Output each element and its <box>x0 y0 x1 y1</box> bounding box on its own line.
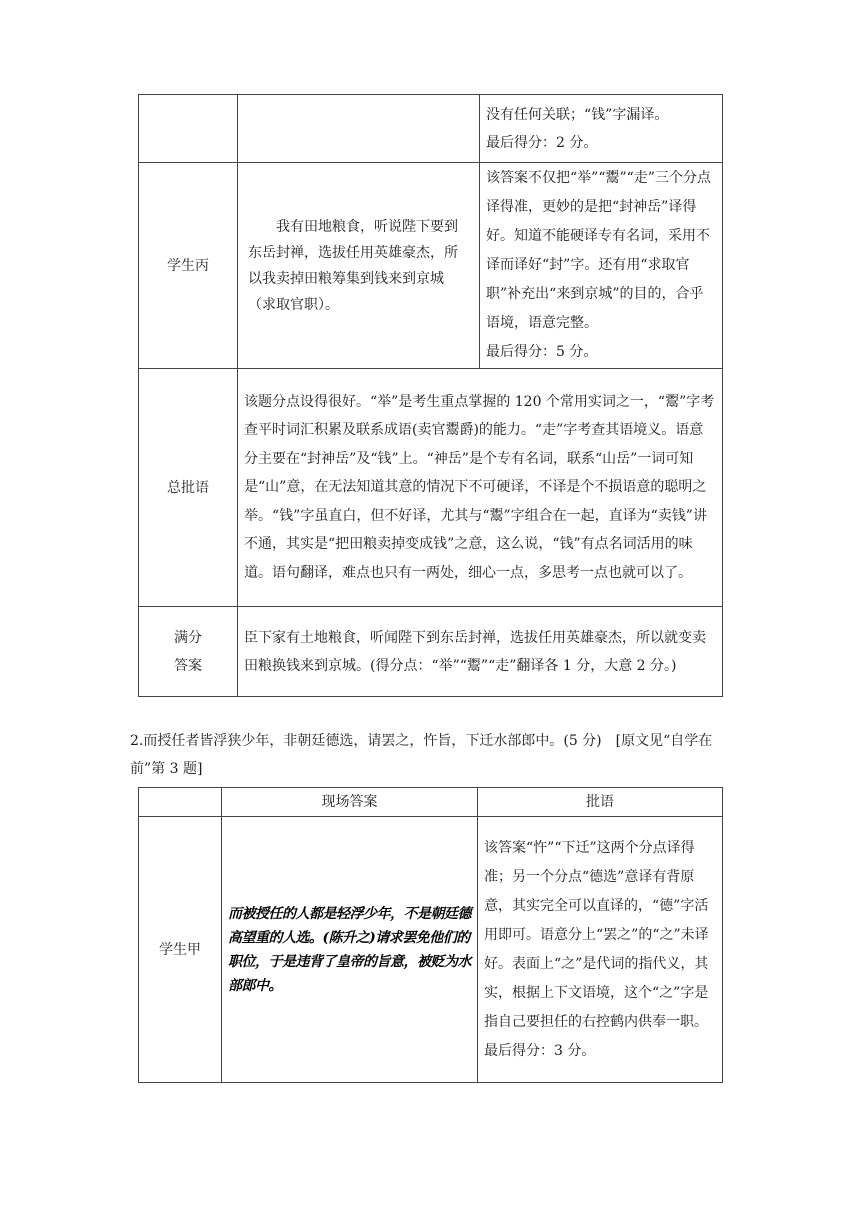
grading-table-1 <box>138 94 723 697</box>
full-answer-cell: 臣下家有土地粮食，听闻陛下到东岳封禅，选拔任用英雄豪杰，所以就变卖田粮换钱来到京城。(得分点：“举”“鬻”“走”翻译各 1 分，大意 2 分。) <box>238 607 723 697</box>
grading-table-2 <box>138 787 723 1083</box>
comment-cell: 该答案不仅把“举”“鬻”“走”三个分点译得准，更妙的是把“封神岳”译得好。知道不能硬译专有名词，采用不译而译好“封”字。还有用“求取官职”补充出“来到京城”的目的，合乎语境，语意完整。 最后得分：5 分。 <box>480 163 723 369</box>
table-row <box>139 95 723 163</box>
row-label <box>139 95 238 163</box>
table-row <box>139 607 723 697</box>
table-row <box>139 369 723 607</box>
summary-cell: 该题分点设得很好。“举”是考生重点掌握的 120 个常用实词之一，“鬻”字考查平时词汇积累及联系成语(卖官鬻爵)的能力。“走”字考查其语境义。语意分主要在“封神岳”及“钱”上。“神岳”是个专有名词，联系“山岳”一词可知是“山”意，在无法知道其意的情况下不可硬译，不译是个不损语意的聪明之举。“钱”字虽直白，但不好译，尤其与“鬻”字组合在一起，直译为“卖钱”讲不通，其实是“把田粮卖掉变成钱”之意，这么说，“钱”有点名词活用的味道。语句翻译，难点也只有一两处，细心一点，多思考一点也就可以了。 <box>238 369 723 607</box>
row-label: 学生甲 <box>139 817 222 1083</box>
question-2-text: 2.而授任者皆浮狭少年，非朝廷德选，请罢之，忤旨，下迁水部郎中。(5 分) [原文见“自学在前”第 3 题] <box>130 733 713 777</box>
answer-cell: 我有田地粮食，听说陛下要到东岳封禅，选拔任用英雄豪杰，所以我卖掉田粮筹集到钱来到京城（求取官职）。 <box>238 163 480 369</box>
row-label: 学生丙 <box>139 163 238 369</box>
table-header-row <box>139 788 723 817</box>
header-cell: 现场答案 <box>222 788 478 817</box>
table-row <box>139 163 723 369</box>
row-label: 总批语 <box>139 369 238 607</box>
comment-cell: 该答案“忤”“下迁”这两个分点译得准；另一个分点“德选”意译有背原意，其实完全可以直译的，“德”字活用即可。语意分上“罢之”的“之”未译好。表面上“之”是代词的指代义，其实，根据上下文语境，这个“之”字是指自己要担任的右控鹤内供奉一职。 最后得分：3 分。 <box>478 817 723 1083</box>
answer-cell <box>238 95 480 163</box>
row-label: 满分 答案 <box>139 607 238 697</box>
header-cell <box>139 788 222 817</box>
handwritten-answer: 而被授任的人都是轻浮少年，不是朝廷德高望重的人选。(陈升之)请求罢免他们的职位，于是违背了皇帝的旨意，被贬为水部郎中。 <box>228 905 471 994</box>
comment-cell: 没有任何关联；“钱”字漏译。 最后得分：2 分。 <box>480 95 723 163</box>
table-row <box>139 817 723 1083</box>
header-cell: 批语 <box>478 788 723 817</box>
handwritten-answer-cell <box>222 817 478 1083</box>
